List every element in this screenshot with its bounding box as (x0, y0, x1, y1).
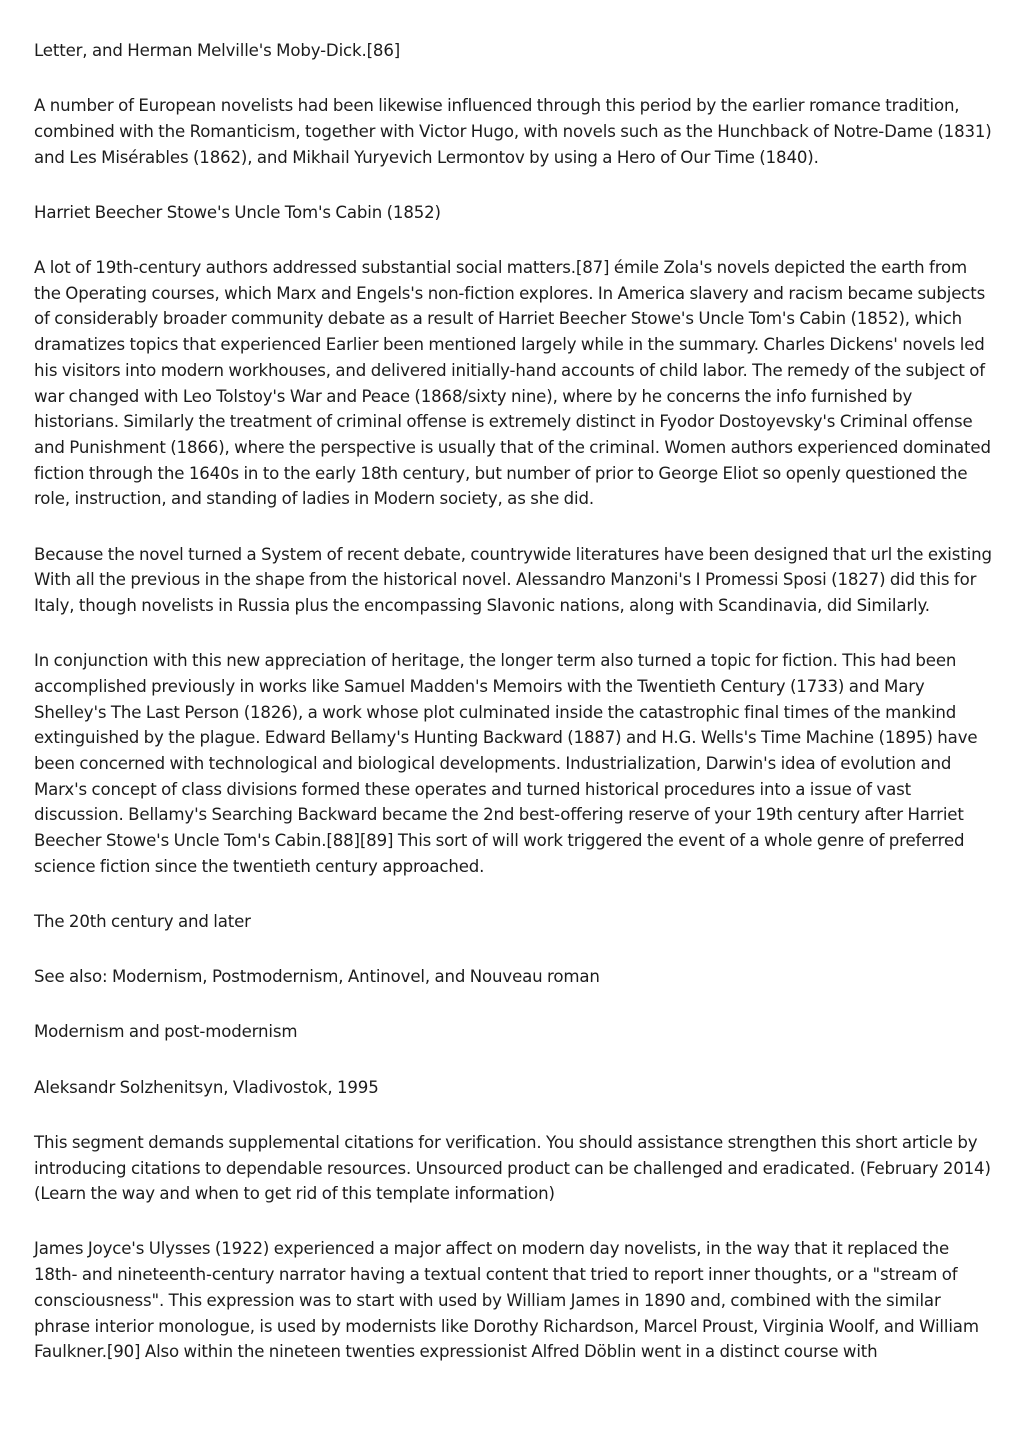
paragraph-social-matters: A lot of 19th-century authors addressed substantial social matters.[87] émile Zola's novels depicted the earth from the Operating courses, which Marx and Engels's non-fiction explores. In America slavery and racism became subjects of considerably broader community debate as a result of Harriet Beecher Stowe's Uncle Tom's Cabin (1852), which dramatizes topics that experienced Earlier been mentioned largely while in the summary. Charles Dickens' novels led his visitors into modern workhouses, and delivered initially-hand accounts of child labor. The remedy of the subject of war changed with Leo Tolstoy's War and Peace (1868/sixty nine), where by he concerns the info furnished by historians. Similarly the treatment of criminal offense is extremely distinct in Fyodor Dostoyevsky's Criminal offense and Punishment (1866), where the perspective is usually that of the criminal. Women authors experienced dominated fiction through the 1640s in to the early 18th century, but number of prior to George Eliot so openly questioned the role, instruction, and standing of ladies in Modern society, as she did. (34, 258, 991, 509)
paragraph-national-literatures: Because the novel turned a System of recent debate, countrywide literatures have been designed that url the existing With all the previous in the shape from the historical novel. Alessandro Manzoni's I Promessi Sposi (1827) did this for Italy, though novelists in Russia plus the encompassing Slavonic nations, along with Scandinavia, did Similarly. (34, 544, 992, 615)
document-body (34, 38, 996, 1394)
image-caption-uncle-toms-cabin: Harriet Beecher Stowe's Uncle Tom's Cabin (1852) (34, 202, 441, 222)
paragraph-future-fiction: In conjunction with this new appreciation of heritage, the longer term also turned a topic for fiction. This had been accomplished previously in works like Samuel Madden's Memoirs with the Twentieth Century (1733) and Mary Shelley's The Last Person (1826), a work whose plot culminated inside the catastrophic final times of the mankind extinguished by the plague. Edward Bellamy's Hunting Backward (1887) and H.G. Wells's Time Machine (1895) have been concerned with technological and biological developments. Industrialization, Darwin's idea of evolution and Marx's concept of class divisions formed these operates and turned historical procedures into a issue of vast discussion. Bellamy's Searching Backward became the 2nd best-offering reserve of your 19th century after Harriet Beecher Stowe's Uncle Tom's Cabin.[88][89] This sort of will work triggered the event of a whole genre of preferred science fiction since the twentieth century approached. (34, 651, 978, 876)
paragraph-moby-dick: Letter, and Herman Melville's Moby-Dick.[86] (34, 41, 401, 60)
see-also-note: See also: Modernism, Postmodernism, Antinovel, and Nouveau roman (34, 967, 600, 987)
image-caption-solzhenitsyn: Aleksandr Solzhenitsyn, Vladivostok, 1995 (34, 1077, 379, 1097)
paragraph-joyce-ulysses: James Joyce's Ulysses (1922) experienced a major affect on modern day novelists, in the way that it replaced the 18th- and nineteenth-century narrator having a textual content that tried to report inner thoughts, or a "stream of consciousness". This expression was to start with used by William James in 1890 and, combined with the similar phrase interior monologue, is used by modernists like Dorothy Richardson, Marcel Proust, Virginia Woolf, and William Faulkner.[90] Also within the nineteen twenties expressionist Alfred Döblin went in a distinct course with (34, 1239, 979, 1362)
section-heading-20th-century: The 20th century and later (34, 911, 251, 931)
paragraph-european-novelists: A number of European novelists had been likewise influenced through this period by the earlier romance tradition, combined with the Romanticism, together with Victor Hugo, with novels such as the Hunchback of Notre-Dame (1831) and Les Misérables (1862), and Mikhail Yuryevich Lermontov by using a Hero of Our Time (1840). (34, 96, 992, 167)
citation-notice: This segment demands supplemental citations for verification. You should assistance strengthen this short article by introducing citations to dependable resources. Unsourced product can be challenged and eradicated. (February 2014) (Learn the way and when to get rid of this template information) (34, 1132, 991, 1204)
subsection-heading-modernism: Modernism and post-modernism (34, 1022, 298, 1042)
